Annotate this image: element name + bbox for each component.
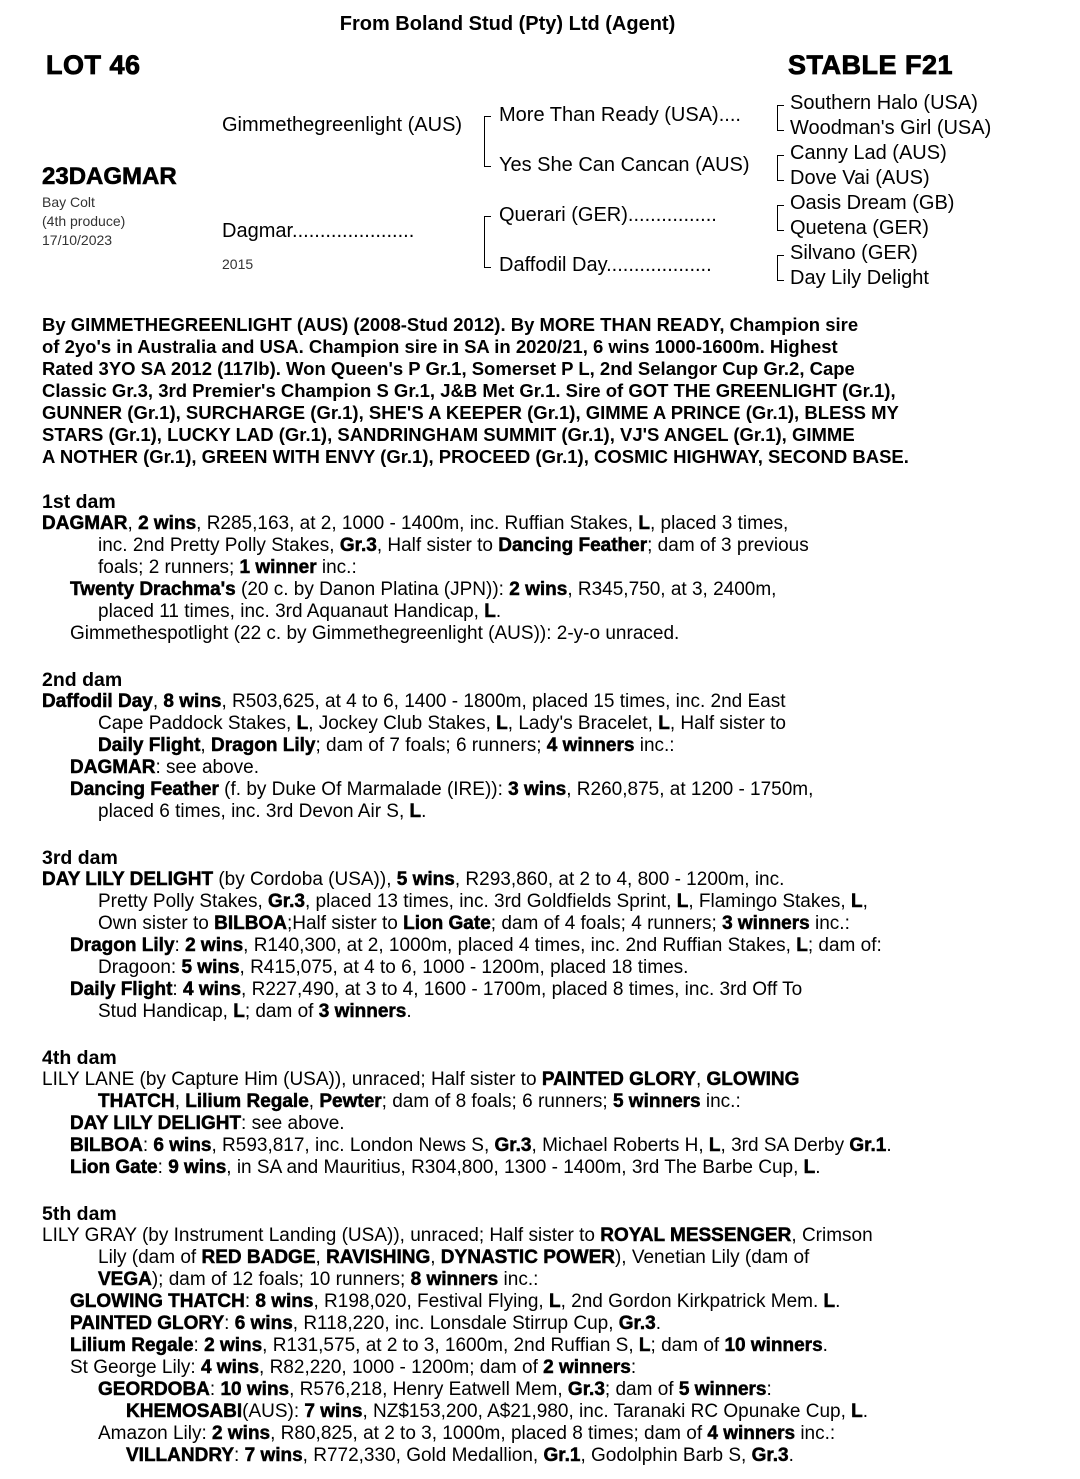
text: , placed 3 times, <box>649 513 789 534</box>
text: , R80,825, at 2 to 3, 1000m, placed 8 times; dam of <box>270 1423 708 1444</box>
bold-text: Lilium Regale <box>70 1335 194 1356</box>
pedigree-line <box>0 513 1080 535</box>
bold-text: L <box>803 1157 816 1178</box>
bold-text: Gr.1 <box>543 1445 581 1466</box>
text: : <box>630 1357 637 1378</box>
pedigree-ggp: Quetena (GER) <box>790 217 929 239</box>
text: inc.: <box>634 735 675 756</box>
pedigree-line <box>0 735 1080 757</box>
bold-text: 5 wins <box>396 869 455 890</box>
text: LILY GRAY (by Instrument Landing (USA)), unraced; Half sister to <box>42 1225 601 1246</box>
bold-text: Dragon Lily <box>70 935 175 956</box>
pedigree-line <box>0 1157 1080 1179</box>
bracket <box>777 255 784 281</box>
bold-text: Gr.3 <box>268 891 305 912</box>
text: Gimmethespotlight (22 c. by Gimmethegreenlight (AUS)): 2-y-o unraced. <box>70 623 680 644</box>
dam-section <box>0 669 1080 823</box>
stable-number: STABLE F21 <box>788 50 954 80</box>
bold-text: RED BADGE <box>201 1247 316 1268</box>
sire-description-line: of 2yo's in Australia and USA. Champion sire in SA in 2020/21, 6 wins 1000-1600m. Highest <box>42 336 838 357</box>
bold-text: VEGA <box>98 1269 152 1290</box>
bold-text: GLOWING <box>706 1069 800 1090</box>
bold-text: L <box>823 1291 836 1312</box>
text: Cape Paddock Stakes, <box>98 713 297 734</box>
bold-text: 2 wins <box>138 513 197 534</box>
bold-text: Gr.3 <box>339 535 377 556</box>
pedigree-line <box>0 779 1080 801</box>
text: : see above. <box>241 1113 345 1134</box>
lot-number: LOT 46 <box>46 50 141 80</box>
pedigree-ggp: Canny Lad (AUS) <box>790 142 947 164</box>
bold-text: Gr.1 <box>849 1135 887 1156</box>
text: . <box>886 1135 892 1156</box>
text: . <box>822 1335 828 1356</box>
bold-text: 3 winners <box>722 913 810 934</box>
bold-text: VILLANDRY <box>126 1445 235 1466</box>
bold-text: DYNASTIC POWER <box>440 1247 615 1268</box>
bold-text: L <box>233 1001 245 1022</box>
text: Lily (dam of <box>98 1247 202 1268</box>
bold-text: PAINTED GLORY <box>70 1313 225 1334</box>
text: (AUS): <box>242 1401 305 1422</box>
text: inc.: <box>795 1423 836 1444</box>
sire-description-line: Classic Gr.3, 3rd Premier's Champion S Gr.1, J&B Met Gr.1. Sire of GOT THE GREENLIGHT (Gr.1), <box>42 380 896 401</box>
text: , Half sister to <box>376 535 499 556</box>
bold-text: 8 winners <box>410 1269 499 1290</box>
pedigree-line <box>0 1247 1080 1269</box>
bold-text: 2 wins <box>204 1335 263 1356</box>
bold-text: Twenty Drachma's <box>70 579 236 600</box>
pedigree-line <box>0 601 1080 623</box>
dam-section <box>0 1203 1080 1467</box>
text: , R82,220, 1000 - 1200m; dam of <box>259 1357 544 1378</box>
dam-section <box>0 491 1080 645</box>
bold-text: Lion Gate <box>403 913 491 934</box>
bold-text: 4 winners <box>707 1423 796 1444</box>
pedigree-ggp: Silvano (GER) <box>790 242 918 264</box>
bold-text: 8 wins <box>255 1291 314 1312</box>
text: St George Lily: <box>70 1357 201 1378</box>
text: placed 11 times, inc. 3rd Aquanaut Handicap, <box>98 601 485 622</box>
bold-text: 3 winners <box>318 1001 407 1022</box>
bold-text: 7 wins <box>244 1445 303 1466</box>
bold-text: DAY LILY DELIGHT <box>42 869 214 890</box>
bold-text: Dancing Feather <box>70 779 219 800</box>
pedigree-line <box>0 623 1080 645</box>
sire-description-line: GUNNER (Gr.1), SURCHARGE (Gr.1), SHE'S A KEEPER (Gr.1), GIMME A PRINCE (Gr.1), BLESS MY <box>42 402 899 423</box>
text: ; dam of 8 foals; 6 runners; <box>381 1091 613 1112</box>
text: ; dam of 4 foals; 4 runners; <box>490 913 723 934</box>
text: , Half sister to <box>669 713 786 734</box>
pedigree-line <box>0 1379 1080 1401</box>
text: , <box>152 691 164 712</box>
bracket <box>484 116 491 167</box>
bold-text: Daily Flight <box>98 735 201 756</box>
text: , R227,490, at 3 to 4, 1600 - 1700m, placed 8 times, inc. 3rd Off To <box>241 979 803 1000</box>
pedigree-dam-year: 2015 <box>222 256 254 272</box>
bold-text: 2 wins <box>509 579 568 600</box>
bold-text: L <box>638 513 650 534</box>
dam-section <box>0 1047 1080 1179</box>
bold-text: L <box>638 1335 651 1356</box>
text: ), Venetian Lily (dam of <box>614 1247 810 1268</box>
bold-text: KHEMOSABI <box>126 1401 243 1422</box>
text: , R503,625, at 4 to 6, 1400 - 1800m, placed 15 times, inc. 2nd East <box>221 691 786 712</box>
horse-name: 23DAGMAR <box>42 163 177 190</box>
text: inc.: <box>498 1269 539 1290</box>
vendor-header: From Boland Stud (Pty) Ltd (Agent) <box>339 13 676 35</box>
bold-text: 3 wins <box>508 779 567 800</box>
pedigree-line <box>0 979 1080 1001</box>
pedigree-ggp: Southern Halo (USA) <box>790 92 978 114</box>
text: , R772,330, Gold Medallion, <box>302 1445 544 1466</box>
bold-text: 8 wins <box>163 691 222 712</box>
bold-text: L <box>296 713 309 734</box>
bold-text: GLOWING THATCH <box>70 1291 245 1312</box>
dam-heading: 1st dam <box>42 491 116 513</box>
pedigree-line <box>0 1445 1080 1467</box>
bold-text: Dancing Feather <box>498 535 648 556</box>
dam-sections <box>0 491 1080 1467</box>
pedigree-dam-dam: Daffodil Day................... <box>499 254 712 276</box>
dam-heading: 3rd dam <box>42 847 118 869</box>
text: foals; 2 runners; <box>98 557 240 578</box>
pedigree-line <box>0 801 1080 823</box>
pedigree-line <box>0 891 1080 913</box>
pedigree-line <box>0 535 1080 557</box>
bold-text: L <box>850 891 863 912</box>
bold-text: RAVISHING <box>326 1247 431 1268</box>
bold-text: L <box>676 891 689 912</box>
text: , R285,163, at 2, 1000 - 1400m, inc. Ruffian Stakes, <box>196 513 639 534</box>
text: ; dam of <box>650 1335 725 1356</box>
bold-text: THATCH <box>98 1091 175 1112</box>
pedigree-sire-sire: More Than Ready (USA).... <box>499 104 741 126</box>
text: , R293,860, at 2 to 4, 800 - 1200m, inc. <box>454 869 785 890</box>
text: , placed 13 times, inc. 3rd Goldfields Sprint, <box>305 891 677 912</box>
text: Stud Handicap, <box>98 1001 234 1022</box>
bold-text: 2 wins <box>185 935 244 956</box>
text: , in SA and Mauritius, R304,800, 1300 - 1400m, 3rd The Barbe Cup, <box>226 1157 804 1178</box>
text: ; dam of 7 foals; 6 runners; <box>315 735 547 756</box>
dam-heading: 5th dam <box>42 1203 117 1225</box>
pedigree-line <box>0 691 1080 713</box>
pedigree-line <box>0 1423 1080 1445</box>
bold-text: 5 winners <box>612 1091 701 1112</box>
text: Amazon Lily: <box>98 1423 213 1444</box>
bold-text: DAGMAR <box>42 513 128 534</box>
bold-text: L <box>796 935 808 956</box>
horse-dob: 17/10/2023 <box>42 232 113 248</box>
pedigree-line <box>0 1001 1080 1023</box>
text: , <box>127 513 139 534</box>
sire-description-line: A NOTHER (Gr.1), GREEN WITH ENVY (Gr.1), PROCEED (Gr.1), COSMIC HIGHWAY, SECOND BASE. <box>42 446 909 467</box>
pedigree-line <box>0 1225 1080 1247</box>
text: , Jockey Club Stakes, <box>308 713 497 734</box>
bracket <box>777 155 784 181</box>
text: placed 6 times, inc. 3rd Devon Air S, <box>98 801 410 822</box>
bold-text: 5 winners <box>678 1379 767 1400</box>
pedigree-line <box>0 1335 1080 1357</box>
text: , 2nd Gordon Kirkpatrick Mem. <box>560 1291 824 1312</box>
bold-text: DAY LILY DELIGHT <box>70 1113 242 1134</box>
pedigree-sire-dam: Yes She Can Cancan (AUS) <box>499 154 750 176</box>
text: LILY LANE (by Capture Him (USA)), unraced; Half sister to <box>42 1069 542 1090</box>
text: Own sister to <box>98 913 215 934</box>
text: : <box>766 1379 772 1400</box>
pedigree-line <box>0 1113 1080 1135</box>
text: , Godolphin Barb S, <box>580 1445 752 1466</box>
text: , <box>200 735 211 756</box>
bold-text: L <box>409 801 422 822</box>
pedigree-ggp: Woodman's Girl (USA) <box>790 117 992 139</box>
horse-details <box>42 193 125 250</box>
pedigree-line <box>0 957 1080 979</box>
horse-description: Bay Colt <box>42 194 95 210</box>
text: , <box>430 1247 441 1268</box>
text: , R593,817, inc. London News S, <box>211 1135 495 1156</box>
text: , R198,020, Festival Flying, <box>313 1291 549 1312</box>
text: : see above. <box>155 757 260 778</box>
bold-text: GEORDOBA <box>98 1379 210 1400</box>
bold-text: 1 winner <box>239 557 317 578</box>
text: . <box>406 1001 412 1022</box>
text: : <box>244 1291 256 1312</box>
pedigree-line <box>0 757 1080 779</box>
text: ; dam of <box>244 1001 319 1022</box>
text: (f. by Duke Of Marmalade (IRE)): <box>218 779 509 800</box>
text: : <box>142 1135 154 1156</box>
text: , R415,075, at 4 to 6, 1000 - 1200m, placed 18 times. <box>239 957 689 978</box>
text: , Flamingo Stakes, <box>688 891 851 912</box>
text: : <box>209 1379 221 1400</box>
text: : <box>157 1157 169 1178</box>
text: , <box>695 1069 707 1090</box>
text: , NZ$153,200, A$21,980, inc. Taranaki RC Opunake Cup, <box>362 1401 852 1422</box>
bold-text: BILBOA <box>214 913 287 934</box>
bold-text: 9 wins <box>168 1157 227 1178</box>
bold-text: 10 winners <box>724 1335 823 1356</box>
bold-text: 4 wins <box>200 1357 260 1378</box>
text: Dragoon: <box>98 957 182 978</box>
bold-text: Gr.3 <box>618 1313 656 1334</box>
text: . <box>862 1401 869 1422</box>
text: ); dam of 12 foals; 10 runners; <box>151 1269 411 1290</box>
bold-text: 7 wins <box>304 1401 363 1422</box>
pedigree-line <box>0 557 1080 579</box>
bold-text: Gr.3 <box>751 1445 789 1466</box>
text: : <box>224 1313 235 1334</box>
text: . <box>815 1157 821 1178</box>
text: Pretty Polly Stakes, <box>98 891 269 912</box>
pedigree-line <box>0 1269 1080 1291</box>
bold-text: BILBOA <box>70 1135 143 1156</box>
text: (20 c. by Danon Platina (JPN)): <box>235 579 510 600</box>
pedigree-ggp: Day Lily Delight <box>790 267 929 289</box>
bold-text: ROYAL MESSENGER <box>600 1225 792 1246</box>
dam-section <box>0 847 1080 1023</box>
pedigree-ggp: Oasis Dream (GB) <box>790 192 955 214</box>
text: , <box>862 891 868 912</box>
text: , R260,875, at 1200 - 1750m, <box>566 779 814 800</box>
sire-description <box>42 314 1062 468</box>
pedigree-dam: Dagmar...................... <box>222 220 415 242</box>
text: inc. 2nd Pretty Polly Stakes, <box>98 535 340 556</box>
sire-description-line: STARS (Gr.1), LUCKY LAD (Gr.1), SANDRINGHAM SUMMIT (Gr.1), VJ'S ANGEL (Gr.1), GIMME <box>42 424 855 445</box>
text: , R576,218, Henry Eatwell Mem, <box>289 1379 568 1400</box>
bold-text: 4 winners <box>546 735 635 756</box>
bold-text: Lion Gate <box>70 1157 158 1178</box>
bold-text: Pewter <box>319 1091 382 1112</box>
sire-description-line: Rated 3YO SA 2012 (117lb). Won Queen's P Gr.1, Somerset P L, 2nd Selangor Cup Gr.2, Cape <box>42 358 855 379</box>
bold-text: PAINTED GLORY <box>541 1069 696 1090</box>
pedigree-dam-sire: Querari (GER)................ <box>499 204 717 226</box>
bold-text: Gr.3 <box>494 1135 532 1156</box>
bold-text: L <box>658 713 670 734</box>
bracket <box>484 216 491 268</box>
text: , R345,750, at 3, 2400m, <box>567 579 777 600</box>
bold-text: 2 wins <box>212 1423 271 1444</box>
text: , Crimson <box>791 1225 873 1246</box>
bold-text: 10 wins <box>220 1379 290 1400</box>
bold-text: 6 wins <box>234 1313 293 1334</box>
bold-text: L <box>496 713 508 734</box>
pedigree-line <box>0 713 1080 735</box>
text: (by Cordoba (USA)), <box>213 869 397 890</box>
pedigree-line <box>0 913 1080 935</box>
pedigree-ggp: Dove Vai (AUS) <box>790 167 930 189</box>
dam-heading: 4th dam <box>42 1047 117 1069</box>
pedigree-line <box>0 1069 1080 1091</box>
dam-heading: 2nd dam <box>42 669 123 691</box>
bold-text: 4 wins <box>182 979 242 1000</box>
text: inc.: <box>700 1091 741 1112</box>
pedigree-sire: Gimmethegreenlight (AUS) <box>222 114 463 136</box>
text: : <box>174 935 186 956</box>
pedigree-line <box>0 1313 1080 1335</box>
text: , <box>315 1247 327 1268</box>
text: . <box>655 1313 662 1334</box>
bold-text: 5 wins <box>181 957 240 978</box>
horse-produce: (4th produce) <box>42 213 126 229</box>
text: . <box>788 1445 794 1466</box>
text: ;Half sister to <box>286 913 404 934</box>
text: inc.: <box>316 557 357 578</box>
text: ; dam of 3 previous <box>647 535 809 556</box>
bold-text: Daffodil Day <box>42 691 153 712</box>
bold-text: L <box>548 1291 561 1312</box>
bold-text: L <box>484 601 496 622</box>
bold-text: Gr.3 <box>567 1379 605 1400</box>
text: , R131,575, at 2 to 3, 1600m, 2nd Ruffian S, <box>262 1335 639 1356</box>
pedigree-line <box>0 1291 1080 1313</box>
pedigree-line <box>0 935 1080 957</box>
text: ; dam of <box>604 1379 679 1400</box>
pedigree-line <box>0 1135 1080 1157</box>
text: , <box>174 1091 186 1112</box>
text: . <box>835 1291 841 1312</box>
bold-text: 2 winners <box>543 1357 631 1378</box>
text: . <box>421 801 427 822</box>
bold-text: L <box>851 1401 863 1422</box>
bracket <box>777 205 784 231</box>
text: , R118,220, inc. Lonsdale Stirrup Cup, <box>292 1313 619 1334</box>
bold-text: Lilium Regale <box>185 1091 309 1112</box>
sire-description-line: By GIMMETHEGREENLIGHT (AUS) (2008-Stud 2012). By MORE THAN READY, Champion sire <box>42 314 859 335</box>
bold-text: 6 wins <box>153 1135 212 1156</box>
text: , Michael Roberts H, <box>531 1135 709 1156</box>
text: , 3rd SA Derby <box>720 1135 850 1156</box>
bold-text: Daily Flight <box>70 979 173 1000</box>
pedigree-line <box>0 869 1080 891</box>
text: : <box>193 1335 205 1356</box>
text: . <box>495 601 502 622</box>
text: inc.: <box>809 913 850 934</box>
text: , <box>308 1091 320 1112</box>
bracket <box>777 105 784 131</box>
text: : <box>234 1445 245 1466</box>
pedigree-line <box>0 579 1080 601</box>
text: : <box>172 979 183 1000</box>
text: ; dam of: <box>807 935 882 956</box>
text: , R140,300, at 2, 1000m, placed 4 times, inc. 2nd Ruffian Stakes, <box>243 935 797 956</box>
bold-text: Dragon Lily <box>210 735 316 756</box>
text: , Lady's Bracelet, <box>507 713 659 734</box>
pedigree-line <box>0 1401 1080 1423</box>
bold-text: DAGMAR <box>70 757 156 778</box>
pedigree-line <box>0 1091 1080 1113</box>
bold-text: L <box>708 1135 721 1156</box>
pedigree-line <box>0 1357 1080 1379</box>
